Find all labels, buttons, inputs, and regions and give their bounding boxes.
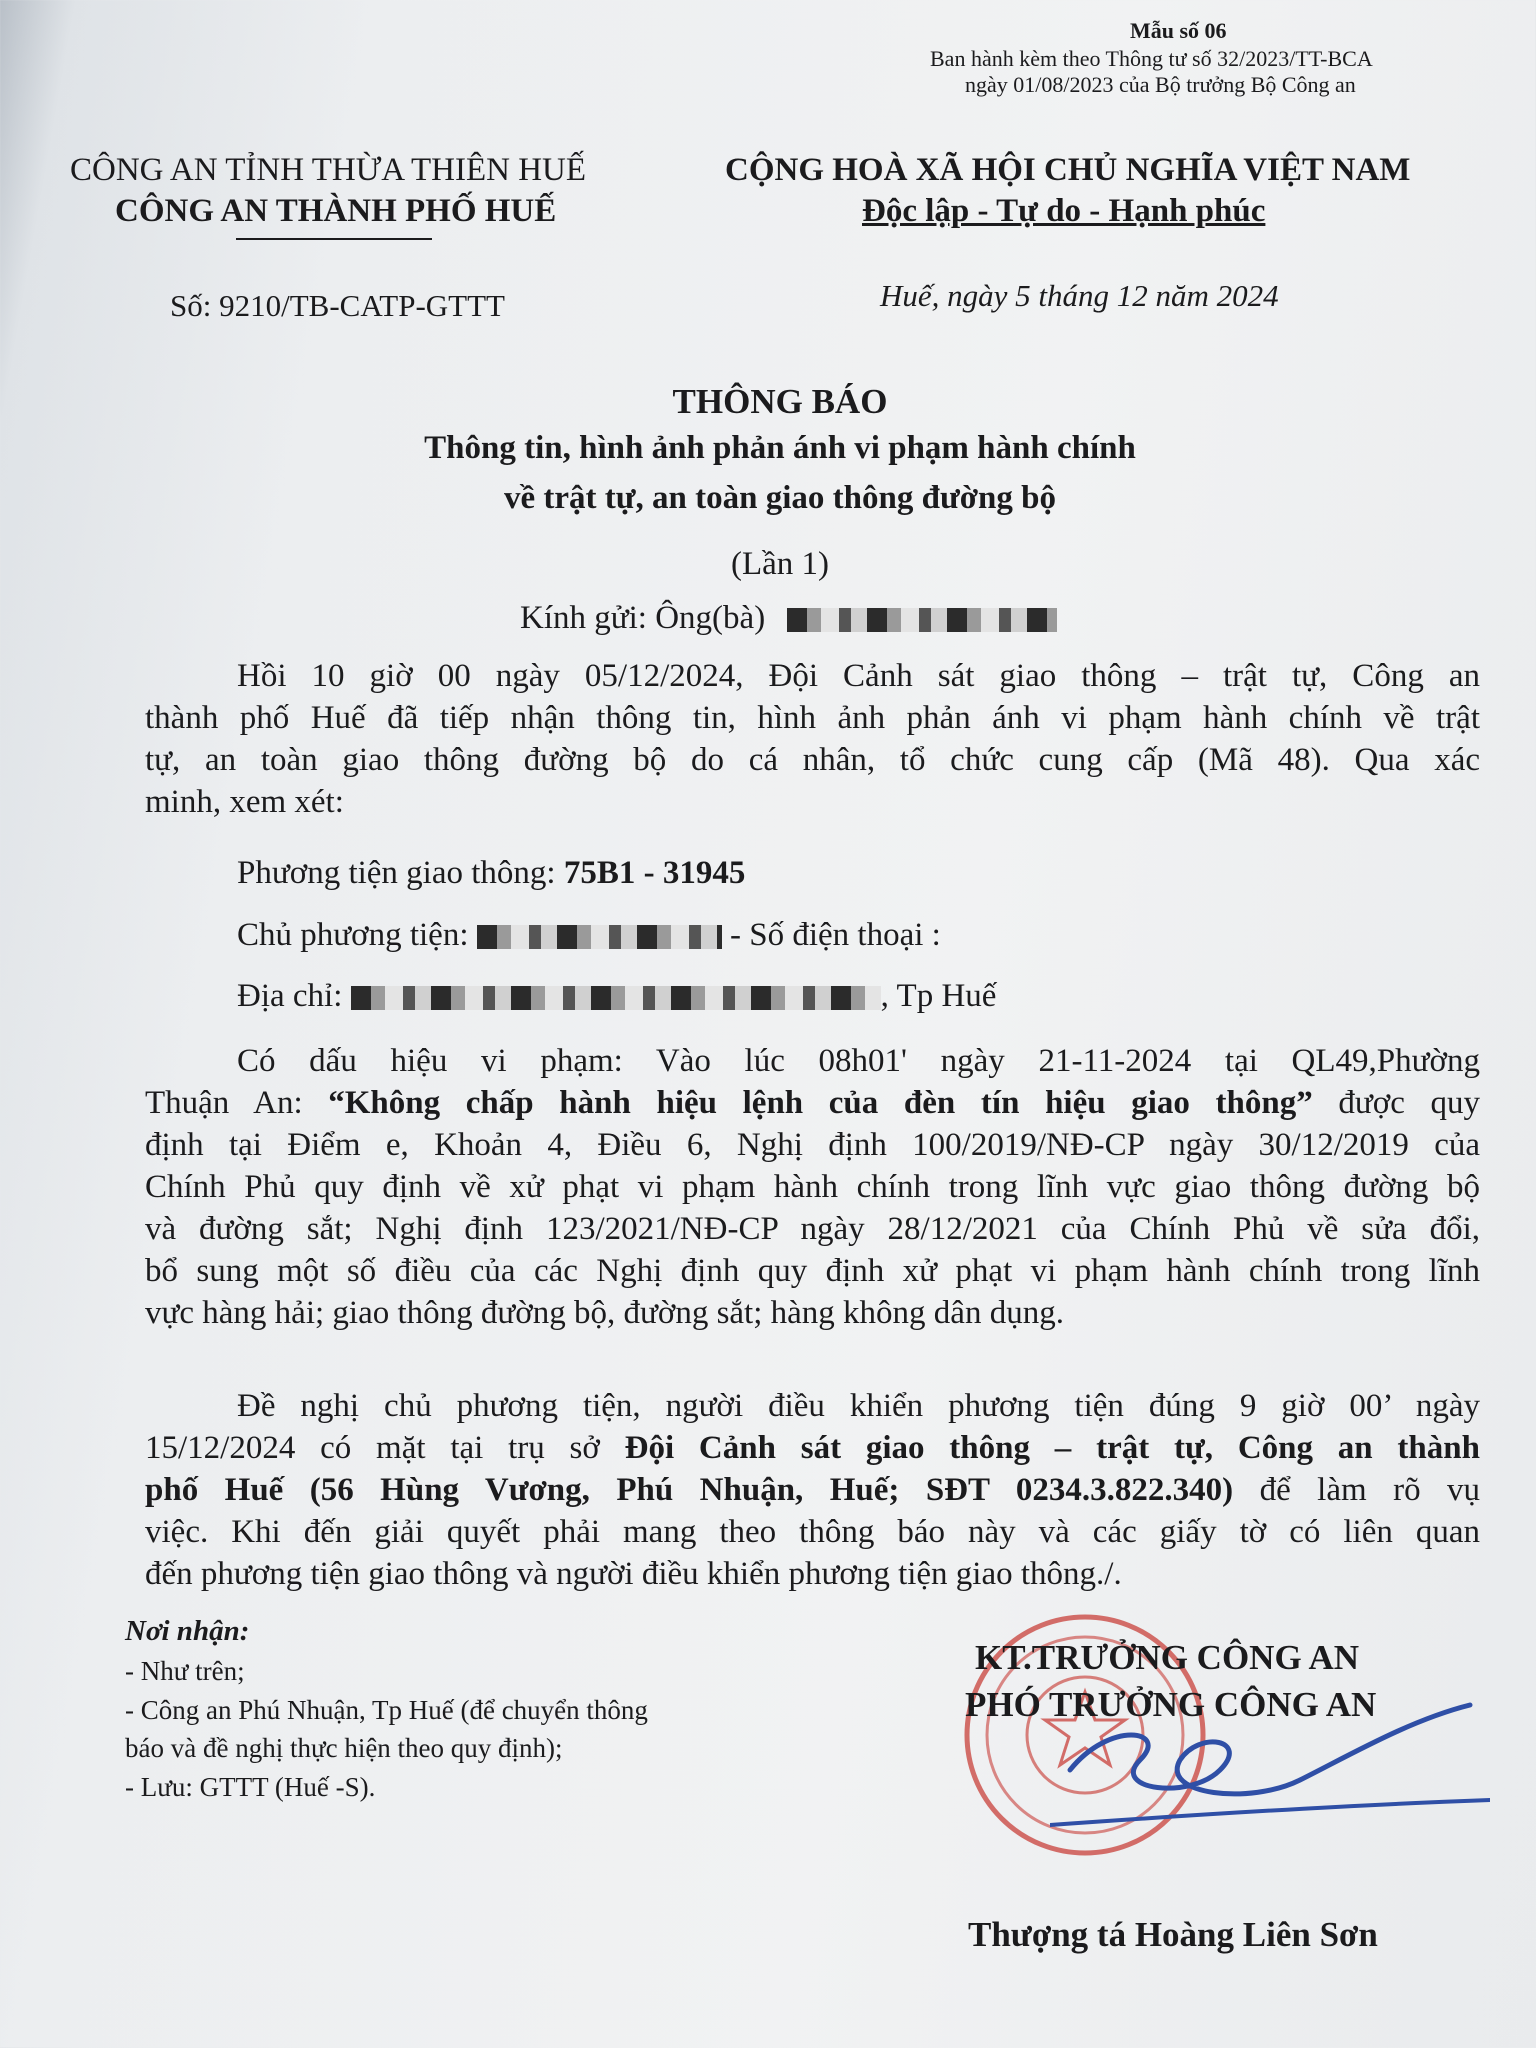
intro-line: minh, xem xét: [145,784,344,820]
handwritten-signature-icon [1050,1700,1490,1830]
violation-line-2 [145,1082,1480,1124]
national-motto: Độc lập - Tự do - Hạnh phúc [862,193,1266,229]
intro-line: Hồi 10 giờ 00 ngày 05/12/2024, Đội Cảnh sát giao thông – trật tự, Công an [237,658,1480,694]
license-plate: 75B1 - 31945 [563,855,746,891]
form-number: Mẫu số 06 [1130,18,1227,43]
vehicle-line [237,855,745,892]
request-line: việc. Khi đến giải quyết phải mang theo thông báo này và các giấy tờ có liên quan [145,1514,1480,1550]
intro-line: thành phố Huế đã tiếp nhận thông tin, hình ảnh phản ánh vi phạm hành chính về trật [145,700,1480,736]
intro-line: tự, an toàn giao thông đường bộ do cá nhân, tổ chức cung cấp (Mã 48). Qua xác [145,742,1480,778]
request-line-2 [145,1427,1480,1469]
request-line: Đề nghị chủ phương tiện, người điều khiển phương tiện đúng 9 giờ 00’ ngày [237,1388,1480,1424]
violation-line: Có dấu hiệu vi phạm: Vào lúc 08h01' ngày 21-11-2024 tại QL49,Phường [237,1043,1480,1079]
document-subtitle-2: về trật tự, an toàn giao thông đường bộ [503,480,1056,516]
office-name: Đội Cảnh sát giao thông – trật tự, Công an thành [624,1430,1480,1466]
country-name: CỘNG HOÀ XÃ HỘI CHỦ NGHĨA VIỆT NAM [725,152,1411,188]
form-issued-by-2: ngày 01/08/2023 của Bộ trưởng Bộ Công an [965,72,1356,97]
owner-label: Chủ phương tiện: [237,917,477,953]
agency-parent: CÔNG AN TỈNH THỪA THIÊN HUẾ [70,152,587,188]
agency-underline [236,238,432,240]
intro-paragraph [145,655,1480,823]
vehicle-label: Phương tiện giao thông: [237,855,564,891]
address-suffix: , Tp Huế [880,978,997,1014]
recipient-item: báo và đề nghị thực hiện theo quy định); [125,1733,563,1763]
request-paragraph [145,1385,1480,1595]
violation-line: vực hàng hải; giao thông đường bộ, đường sắt; hàng không dân dụng. [145,1295,1064,1331]
recipient-item: - Như trên; [125,1656,245,1686]
issue-date: Huế, ngày 5 tháng 12 năm 2024 [880,278,1279,313]
document-title: THÔNG BÁO [672,382,888,421]
signer-role-1: KT.TRƯỞNG CÔNG AN [975,1638,1360,1677]
violation-place: Thuận An: [145,1085,329,1121]
redacted-owner-name [477,925,722,949]
phone-label: - Số điện thoại : [721,917,941,953]
violation-line: Chính Phủ quy định về xử phạt vi phạm hành chính trong lĩnh vực giao thông đường bộ [145,1169,1480,1205]
recipient-line [520,600,1057,637]
request-purpose: để làm rõ vụ [1233,1472,1481,1508]
redacted-recipient-name [787,608,1057,632]
form-issued-by-1: Ban hành kèm theo Thông tư số 32/2023/TT-BCA [930,46,1373,71]
office-address: phố Huế (56 Hùng Vương, Phú Nhuận, Huế; SĐT 0234.3.822.340) [145,1472,1234,1508]
document-number: Số: 9210/TB-CATP-GTTT [170,288,505,323]
request-date: 15/12/2024 có mặt tại trụ sở [145,1430,625,1466]
violation-continued: được quy [1312,1085,1480,1121]
redacted-address [351,986,881,1010]
document-subtitle-1: Thông tin, hình ảnh phản ánh vi phạm hành chính [424,430,1136,466]
violation-line: và đường sắt; Nghị định 123/2021/NĐ-CP ngày 28/12/2021 của Chính Phủ về sửa đổi, [145,1211,1480,1247]
recipient-item: - Lưu: GTTT (Huế -S). [125,1772,376,1802]
address-label: Địa chỉ: [237,978,351,1014]
violation-line: định tại Điểm e, Khoản 4, Điều 6, Nghị định 100/2019/NĐ-CP ngày 30/12/2019 của [145,1127,1480,1163]
recipients-title: Nơi nhận: [125,1615,250,1647]
attempt-number: (Lần 1) [730,546,830,582]
violation-description: “Không chấp hành hiệu lệnh của đèn tín hiệu giao thông” [328,1085,1313,1121]
violation-line: bổ sung một số điều của các Nghị định quy định xử phạt vi phạm hành chính trong lĩnh [145,1253,1480,1289]
signer-name: Thượng tá Hoàng Liên Sơn [968,1915,1378,1954]
address-line [237,978,996,1015]
signer-role-2: PHÓ TRƯỞNG CÔNG AN [965,1685,1377,1724]
owner-line [237,917,941,954]
request-line-3 [145,1469,1480,1511]
violation-paragraph [145,1040,1480,1334]
recipient-item: - Công an Phú Nhuận, Tp Huế (để chuyển thông [125,1695,648,1725]
agency-name: CÔNG AN THÀNH PHỐ HUẾ [115,193,557,229]
request-line: đến phương tiện giao thông và người điều khiển phương tiện giao thông./. [145,1556,1122,1592]
recipient-label: Kính gửi: Ông(bà) [520,600,766,636]
